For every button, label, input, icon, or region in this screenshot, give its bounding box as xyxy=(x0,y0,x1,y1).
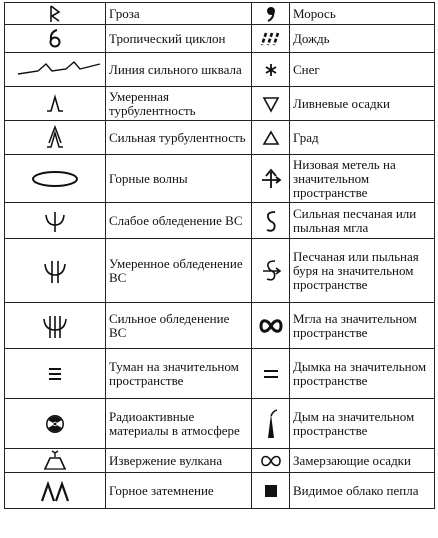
hail-icon xyxy=(252,121,290,155)
symbol-label: Замерзающие осадки xyxy=(290,449,435,473)
symbol-label: Умеренная турбулентность xyxy=(106,87,252,121)
moderate-turbulence-icon xyxy=(5,87,106,121)
table-row xyxy=(5,203,435,239)
symbol-label: Снег xyxy=(290,53,435,87)
showers-icon xyxy=(252,87,290,121)
symbol-label: Радиоактивные материалы в атмосфере xyxy=(106,399,252,449)
mountain-obscuration-icon xyxy=(5,473,106,509)
tropical-cyclone-icon xyxy=(5,25,106,53)
symbol-label: Горные волны xyxy=(106,155,252,203)
rain-icon xyxy=(252,25,290,53)
symbol-label: Дым на значительном пространстве xyxy=(290,399,435,449)
symbol-label: Тропический циклон xyxy=(106,25,252,53)
symbol-label: Гроза xyxy=(106,3,252,25)
symbol-label: Линия сильного шквала xyxy=(106,53,252,87)
mountain-waves-icon xyxy=(5,155,106,203)
table-row xyxy=(5,155,435,203)
blowing-snow-icon xyxy=(252,155,290,203)
symbol-label: Морось xyxy=(290,3,435,25)
table-row xyxy=(5,399,435,449)
symbol-label: Умеренное обледенение ВС xyxy=(106,239,252,303)
symbol-label: Песчаная или пыльная буря на значительном пространстве xyxy=(290,239,435,303)
symbol-label: Сильная песчаная или пыльная мгла xyxy=(290,203,435,239)
table-row xyxy=(5,349,435,399)
haze-icon xyxy=(252,303,290,349)
table-row xyxy=(5,121,435,155)
thunderstorm-icon xyxy=(5,3,106,25)
table-row xyxy=(5,87,435,121)
symbol-label: Мгла на значительном пространстве xyxy=(290,303,435,349)
moderate-icing-icon xyxy=(5,239,106,303)
symbol-label: Сильная турбулентность xyxy=(106,121,252,155)
freezing-precipitation-icon xyxy=(252,449,290,473)
symbol-label: Сильное обледенение ВС xyxy=(106,303,252,349)
squall-line-icon xyxy=(5,53,106,87)
table-row xyxy=(5,449,435,473)
table-row xyxy=(5,473,435,509)
symbol-label: Ливневые осадки xyxy=(290,87,435,121)
symbol-label: Град xyxy=(290,121,435,155)
table-row xyxy=(5,53,435,87)
weather-symbols-table xyxy=(4,2,435,509)
drizzle-icon xyxy=(252,3,290,25)
snow-icon xyxy=(252,53,290,87)
table-row xyxy=(5,239,435,303)
fog-icon xyxy=(5,349,106,399)
symbol-label: Дождь xyxy=(290,25,435,53)
volcano-eruption-icon xyxy=(5,449,106,473)
radioactive-icon xyxy=(5,399,106,449)
symbol-label: Туман на значительном пространстве xyxy=(106,349,252,399)
light-icing-icon xyxy=(5,203,106,239)
symbol-label: Видимое облако пепла xyxy=(290,473,435,509)
table-row xyxy=(5,25,435,53)
volcanic-ash-cloud-icon xyxy=(252,473,290,509)
symbol-label: Извержение вулкана xyxy=(106,449,252,473)
smoke-icon xyxy=(252,399,290,449)
sandstorm-icon xyxy=(252,239,290,303)
table-row xyxy=(5,3,435,25)
table-row xyxy=(5,303,435,349)
symbol-label: Слабое обледенение ВС xyxy=(106,203,252,239)
symbol-label: Дымка на значительном пространстве xyxy=(290,349,435,399)
mist-icon xyxy=(252,349,290,399)
sand-haze-icon xyxy=(252,203,290,239)
severe-icing-icon xyxy=(5,303,106,349)
severe-turbulence-icon xyxy=(5,121,106,155)
symbol-label: Низовая метель на значительном пространстве xyxy=(290,155,435,203)
symbol-label: Горное затемнение xyxy=(106,473,252,509)
